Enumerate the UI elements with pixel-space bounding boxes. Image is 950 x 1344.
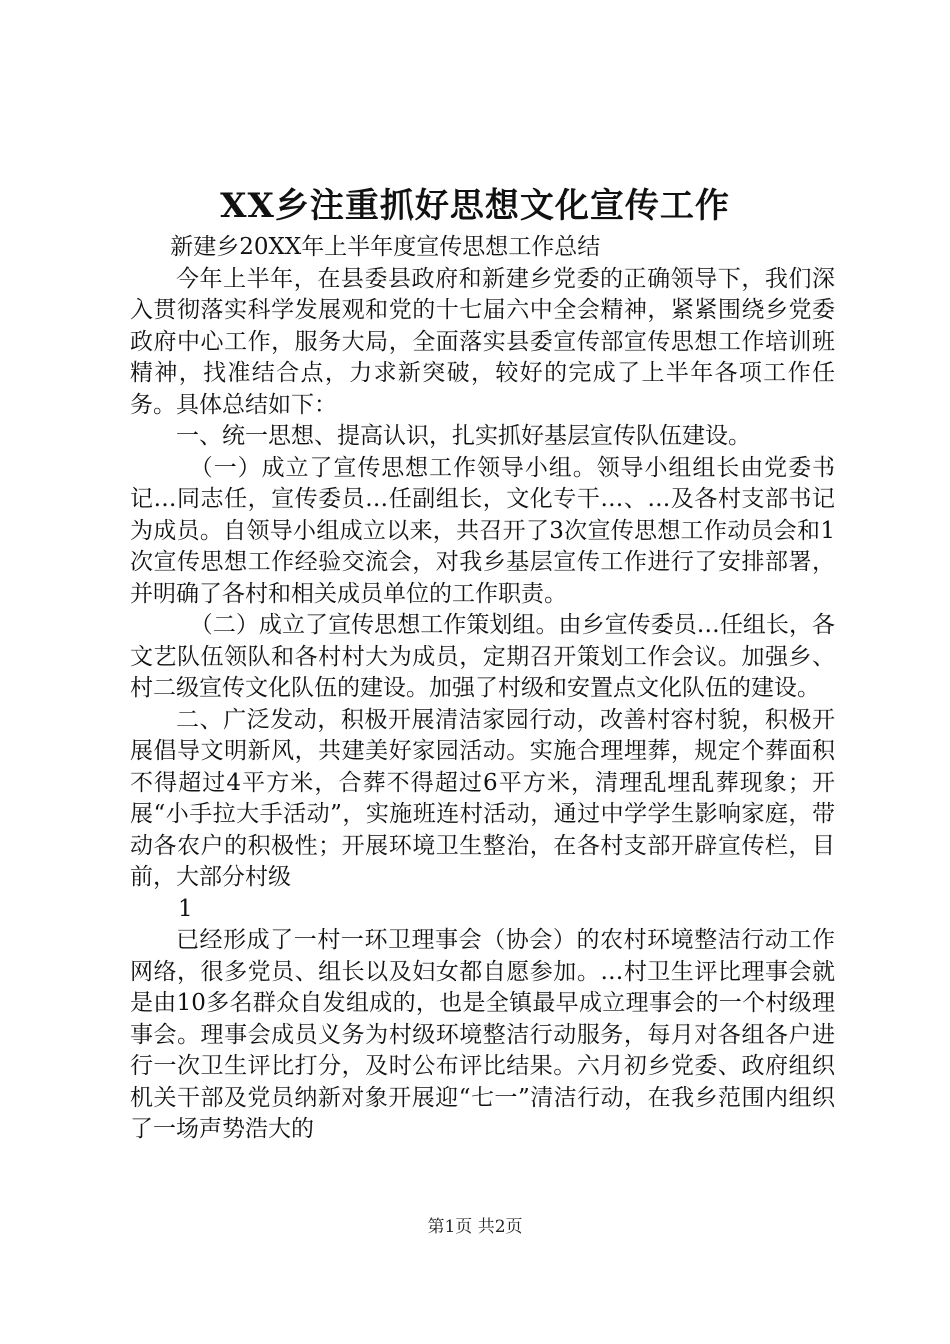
document-body	[130, 232, 835, 1146]
paragraph-planning-group: （二）成立了宣传思想工作策划组。由乡宣传委员…任组长，各文艺队伍领队和各村村大为成员，定期召开策划工作会议。加强乡、村二级宣传文化队伍的建设。加强了村级和安置点文化队伍的建设。	[130, 612, 835, 701]
paragraph-leadership-group: （一）成立了宣传思想工作领导小组。领导小组组长由党委书记…同志任，宣传委员…任副组长，文化专干…、…及各村支部书记为成员。自领导小组成立以来，共召开了3次宣传思想工作动员会和1次宣传思想工作经验交流会，对我乡基层宣传工作进行了安排部署，并明确了各村和相关成员单位的工作职责。	[130, 454, 835, 607]
document-title: XX乡注重抓好思想文化宣传工作	[220, 186, 730, 226]
section-heading-1: 一、统一思想、提高认识，扎实抓好基层宣传队伍建设。	[176, 423, 751, 449]
document-subtitle: 新建乡20XX年上半年度宣传思想工作总结	[170, 234, 601, 260]
paragraph-clean-homes: 二、广泛发动，积极开展清洁家园行动，改善村容村貌，积极开展倡导文明新风，共建美好家园活动。实施合理埋葬，规定个葬面积不得超过4平方米，合葬不得超过6平方米，清理乱埋乱葬现象；开展“小手拉大手活动”，实施班连村活动，通过中学学生影响家庭，带动各农户的积极性；开展环境卫生整治，在各村支部开辟宣传栏，目前，大部分村级	[130, 706, 835, 890]
inline-page-number: 1	[178, 895, 193, 922]
paragraph-sanitation-network: 已经形成了一村一环卫理事会（协会）的农村环境整洁行动工作网络，很多党员、组长以及妇女都自愿参加。…村卫生评比理事会就是由10多名群众自发组成的，也是全镇最早成立理事会的一个村级理事会。理事会成员义务为村级环境整洁行动服务，每月对各组各户进行一次卫生评比打分，及时公布评比结果。六月初乡党委、政府组织机关干部及党员纳新对象开展迎“七一”清洁行动，在我乡范围内组织了一场声势浩大的	[130, 927, 835, 1142]
paragraph-intro: 今年上半年，在县委县政府和新建乡党委的正确领导下，我们深入贯彻落实科学发展观和党的十七届六中全会精神，紧紧围绕乡党委政府中心工作，服务大局，全面落实县委宣传部宣传思想工作培训班精神，找准结合点，力求新突破，较好的完成了上半年各项工作任务。具体总结如下：	[130, 265, 835, 418]
page-footer: 第1页 共2页	[427, 1217, 523, 1237]
